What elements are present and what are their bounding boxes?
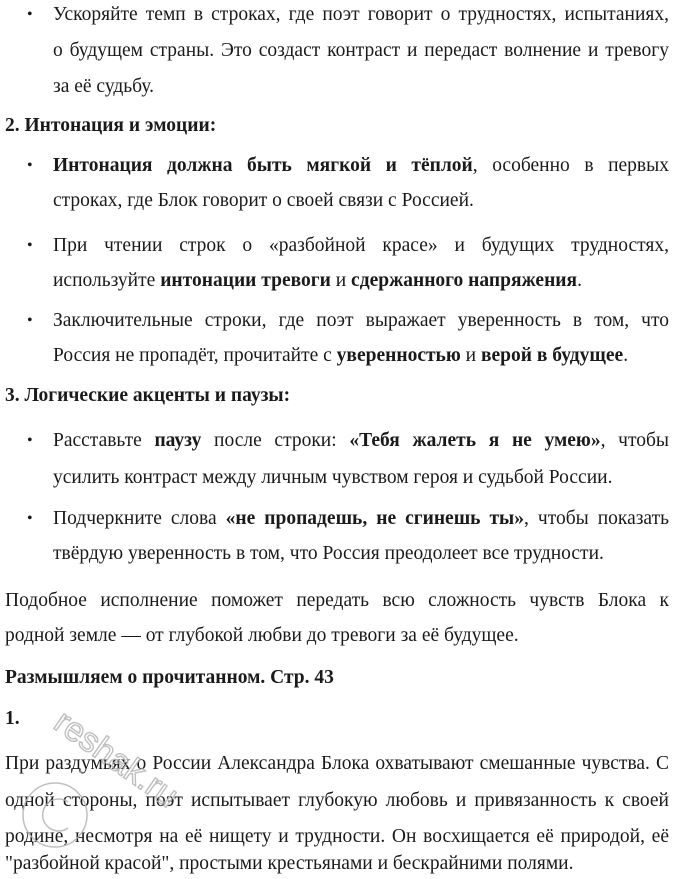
section-heading: Размышляем о прочитанном. Стр. 43: [5, 667, 334, 688]
text-run: и: [460, 345, 481, 366]
bullet-icon: •: [27, 432, 33, 449]
text-run: Расставьте: [53, 430, 155, 451]
list-item-line: твёрдую уверенность в том, что Россия преодолеет все трудности.: [53, 543, 604, 564]
bold-phrase: интонации тревоги: [160, 270, 331, 291]
bullet-icon: •: [27, 157, 33, 174]
list-item-line: усилить контраст между личным чувством героя и судьбой России.: [53, 467, 613, 488]
paragraph-line: родине, несмотря на её нищету и трудности. Он восхищается её природой, её: [5, 826, 669, 847]
text-run: , чтобы показать: [524, 508, 669, 529]
watermark-text: reshak.ru: [47, 702, 186, 816]
list-item-line: [53, 266, 669, 296]
list-item-line: [53, 341, 669, 371]
list-item-line: [53, 426, 669, 456]
list-item-line: о будущем страны. Это создаст контраст и передаст волнение и тревогу: [53, 40, 669, 61]
question-number: 1.: [5, 708, 20, 729]
section-heading: 2. Интонация и эмоции:: [5, 115, 217, 136]
bold-phrase: верой в будущее: [480, 345, 624, 366]
list-item-line: за её судьбу.: [53, 76, 155, 97]
text-run: Подчеркните слова: [53, 508, 226, 529]
paragraph-line: родной земле — от глубокой любви до тревоги за её будущее.: [5, 625, 519, 646]
list-item-line: Ускоряйте темп в строках, где поэт говорит о трудностях, испытаниях,: [53, 4, 669, 25]
list-item-line: Заключительные строки, где поэт выражает уверенность в том, что: [53, 310, 669, 331]
text-run: и: [330, 270, 352, 291]
bold-phrase: Интонация должна быть мягкой и тёплой: [53, 155, 473, 176]
bold-phrase: сдержанного напряжения: [351, 270, 578, 291]
text-run: после строки:: [201, 430, 350, 451]
text-run: .: [623, 345, 629, 366]
text-run: .: [577, 270, 582, 291]
text-run: , особенно в первых: [472, 155, 669, 176]
text-run: используйте: [53, 270, 161, 291]
bold-phrase: «не пропадешь, не сгинешь ты»: [225, 508, 525, 529]
paragraph-line: одной стороны, поэт испытывает глубокую любовь и привязанность к своей: [5, 790, 669, 811]
bullet-icon: •: [27, 6, 33, 23]
bullet-icon: •: [27, 237, 33, 254]
bold-phrase: уверенностью: [336, 345, 461, 366]
list-item-line: При чтении строк о «разбойной красе» и будущих трудностях,: [53, 235, 669, 256]
bullet-icon: •: [27, 312, 33, 329]
list-item-line: [53, 504, 669, 534]
list-item-line: строках, где Блок говорит о своей связи с Россией.: [53, 190, 474, 211]
text-run: , чтобы: [600, 430, 669, 451]
paragraph-line: Подобное исполнение поможет передать всю сложность чувств Блока к: [5, 590, 669, 611]
list-item-line: [53, 151, 669, 181]
text-run: Россия не пропадёт, прочитайте с: [53, 345, 337, 366]
paragraph-line: "разбойной красой", простыми крестьянами и бескрайними полями.: [5, 853, 574, 874]
paragraph-line: При раздумьях о России Александра Блока охватывают смешанные чувства. С: [5, 753, 669, 774]
bold-phrase: паузу: [154, 430, 202, 451]
section-heading: 3. Логические акценты и паузы:: [5, 385, 291, 406]
bullet-icon: •: [27, 510, 33, 527]
bold-phrase: «Тебя жалеть я не умею»: [349, 430, 601, 451]
